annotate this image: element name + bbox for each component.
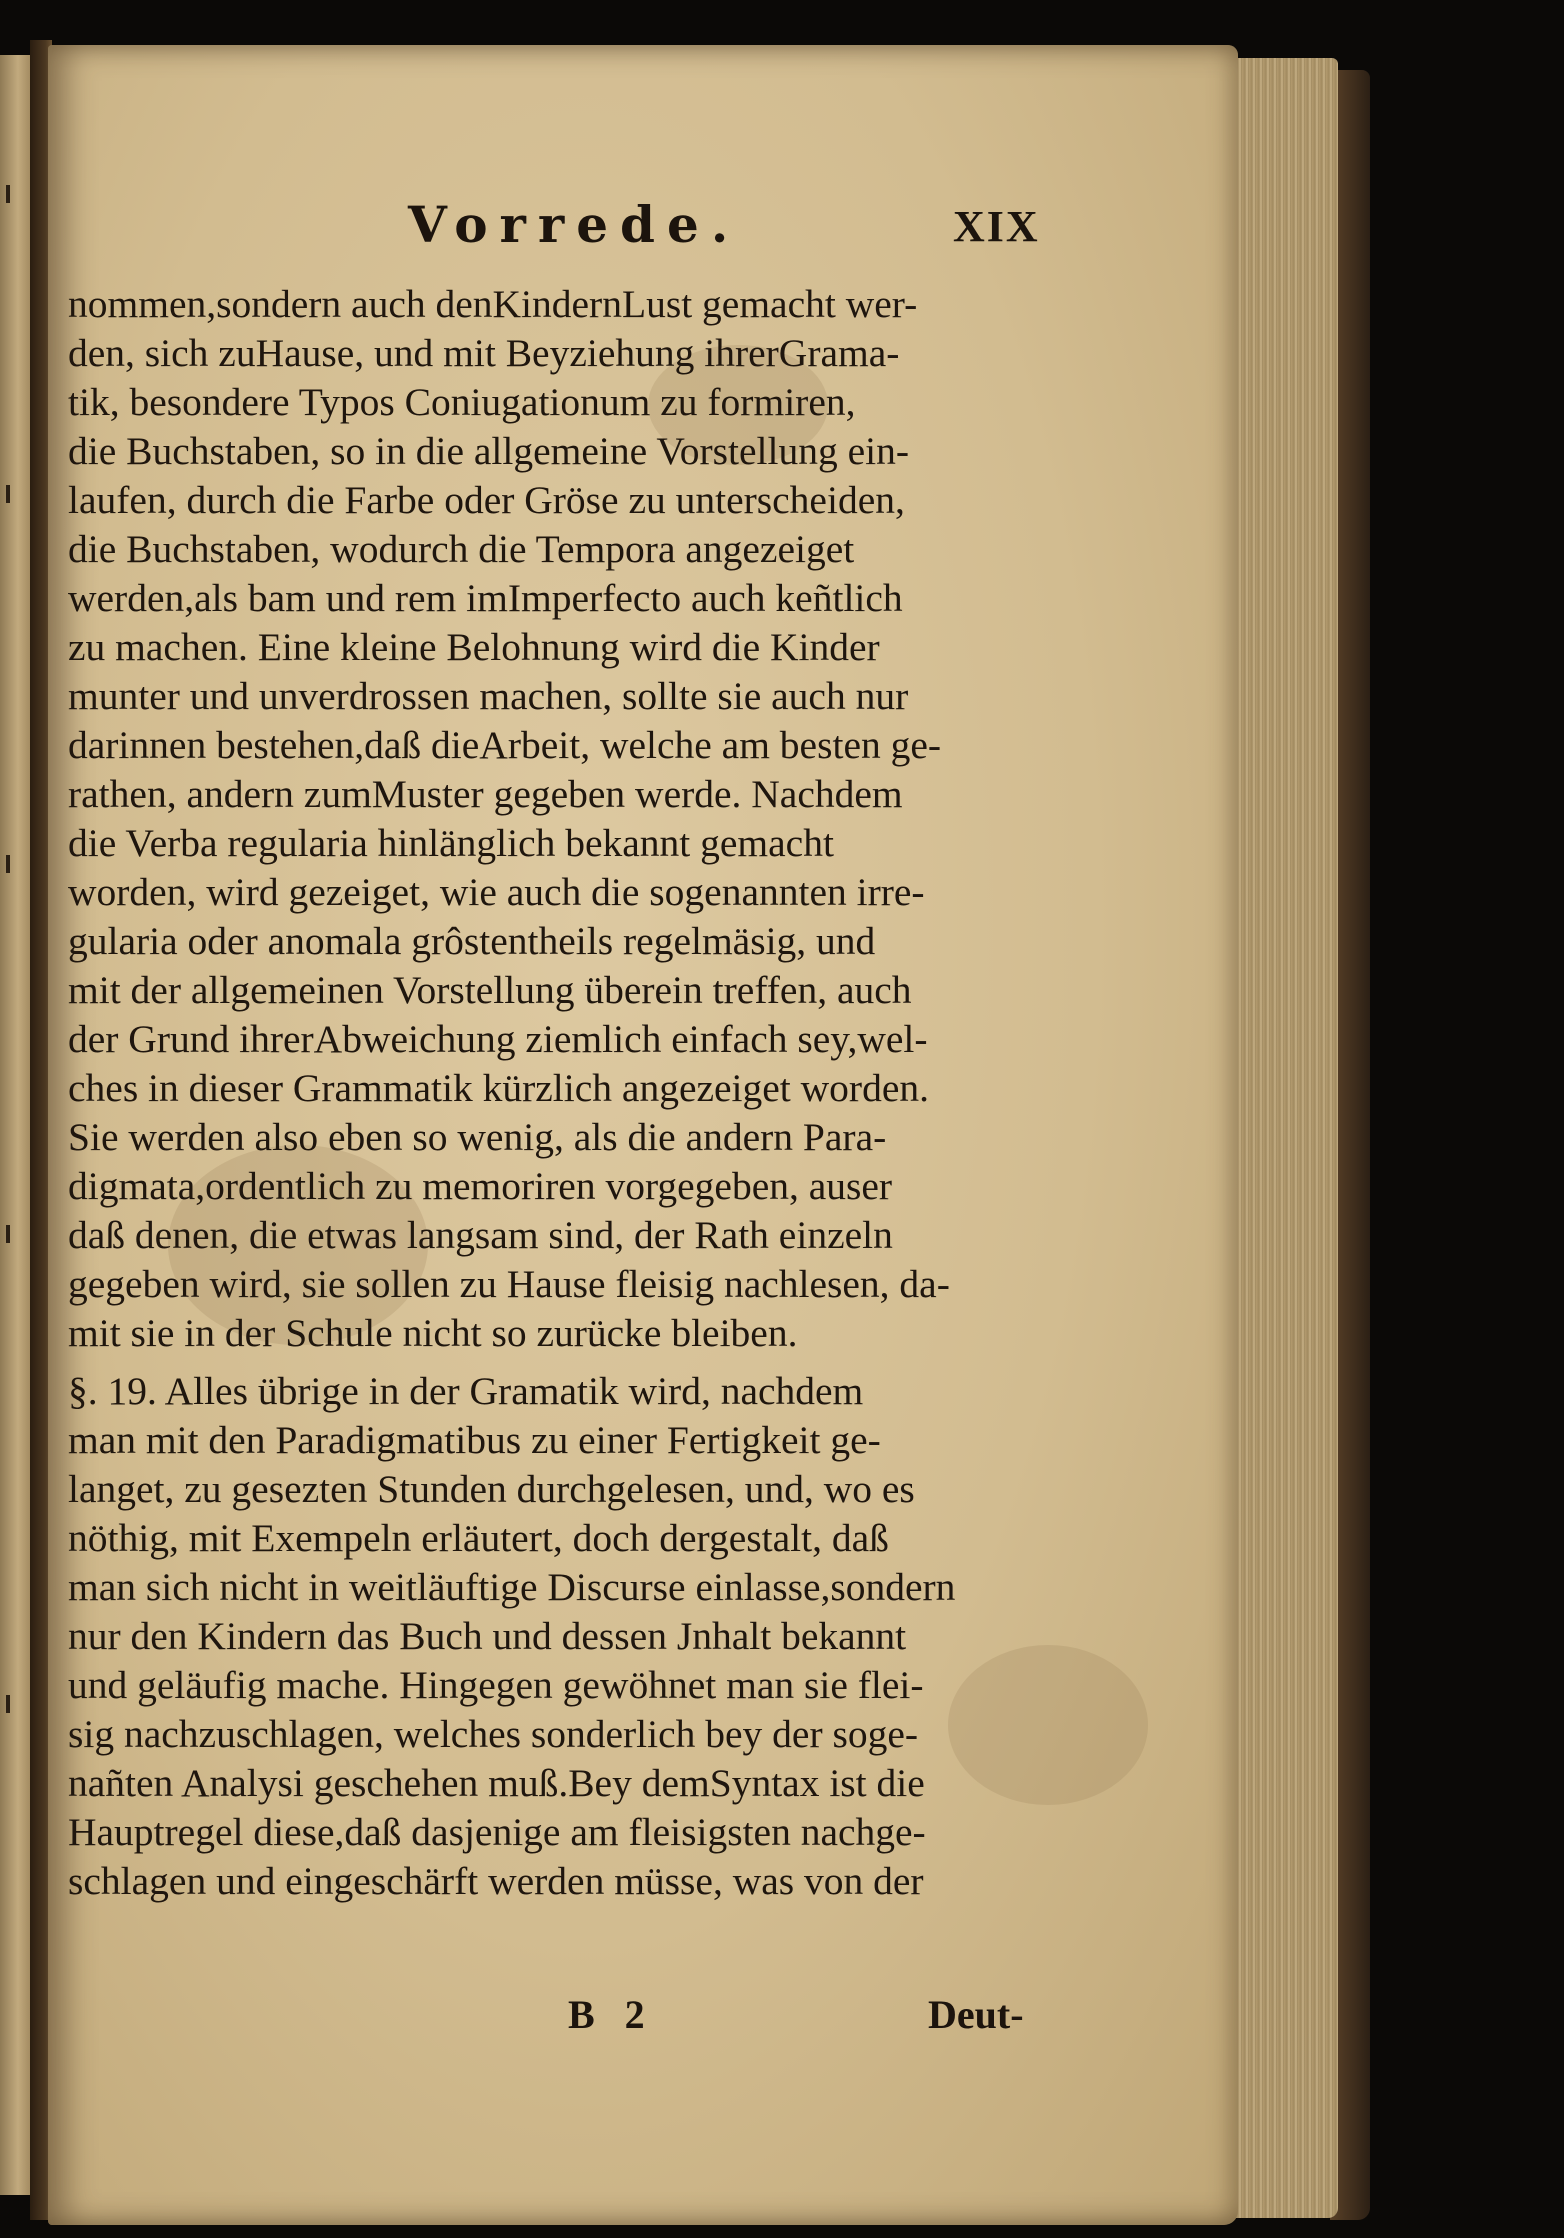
page-footer <box>48 1991 1238 2051</box>
text-line: Sie werden also eben so wenig, als die andern Para- <box>68 1115 887 1159</box>
bleed-mark <box>6 855 22 873</box>
text-line: man sich nicht in weitläuftige Discurse einlasse,sondern <box>68 1565 956 1609</box>
facing-page-edge <box>0 55 30 2195</box>
bleed-mark <box>6 1225 22 1243</box>
text-line: munter und unverdrossen machen, sollte sie auch nur <box>68 674 909 718</box>
text-line: nañten Analysi geschehen muß.Bey demSyntax ist die <box>68 1761 925 1805</box>
signature-mark: B 2 <box>568 1992 655 2037</box>
text-line: Hauptregel diese,daß dasjenige am fleisigsten nachge- <box>68 1810 926 1854</box>
text-line: die Buchstaben, so in die allgemeine Vorstellung ein- <box>68 429 910 473</box>
text-line: digmata,ordentlich zu memoriren vorgegeben, auser <box>68 1164 893 1208</box>
text-line: sig nachzuschlagen, welches sonderlich bey der soge- <box>68 1712 919 1756</box>
text-line: langet, zu gesezten Stunden durchgelesen, und, wo es <box>68 1467 915 1511</box>
text-line: ches in dieser Grammatik kürzlich angezeiget worden. <box>68 1066 929 1110</box>
text-line: mit der allgemeinen Vorstellung überein treffen, auch <box>68 968 912 1012</box>
catchword: Deut- <box>928 1992 1024 2037</box>
text-line: darinnen bestehen,daß dieArbeit, welche am besten ge- <box>68 723 942 767</box>
text-line: gegeben wird, sie sollen zu Hause fleisig nachlesen, da- <box>68 1262 950 1306</box>
text-line: man mit den Paradigmatibus zu einer Fertigkeit ge- <box>68 1418 881 1462</box>
text-line: der Grund ihrerAbweichung ziemlich einfach sey,wel- <box>68 1017 928 1061</box>
text-line: die Verba regularia hinlänglich bekannt gemacht <box>68 821 834 865</box>
paragraph-start-line: §. 19. Alles übrige in der Gramatik wird, nachdem <box>68 1369 864 1413</box>
text-line: gularia oder anomala grôstentheils regelmäsig, und <box>68 919 876 963</box>
text-line: daß denen, die etwas langsam sind, der Rath einzeln <box>68 1213 893 1257</box>
text-line: den, sich zuHause, und mit Beyziehung ihrerGrama- <box>68 331 900 375</box>
body-text <box>68 280 1068 1906</box>
text-line: tik, besondere Typos Coniugationum zu formiren, <box>68 380 856 424</box>
book-page <box>48 45 1238 2225</box>
text-line: rathen, andern zumMuster gegeben werde. Nachdem <box>68 772 903 816</box>
text-line: nommen,sondern auch denKindernLust gemacht wer- <box>68 282 918 326</box>
text-line: werden,als bam und rem imImperfecto auch keñtlich <box>68 576 903 620</box>
bleed-mark <box>6 1695 22 1713</box>
text-line: die Buchstaben, wodurch die Tempora angezeiget <box>68 527 855 571</box>
text-line: laufen, durch die Farbe oder Gröse zu unterscheiden, <box>68 478 905 522</box>
text-line: nöthig, mit Exempeln erläutert, doch dergestalt, daß <box>68 1516 889 1560</box>
page-title: Vorrede. <box>408 195 741 254</box>
text-line: zu machen. Eine kleine Belohnung wird die Kinder <box>68 625 880 669</box>
text-line: mit sie in der Schule nicht so zurücke bleiben. <box>68 1311 798 1355</box>
text-line: nur den Kindern das Buch und dessen Jnhalt bekannt <box>68 1614 907 1658</box>
text-line: und geläufig mache. Hingegen gewöhnet man sie flei- <box>68 1663 924 1707</box>
bleed-mark <box>6 185 22 203</box>
text-line: schlagen und eingeschärft werden müsse, was von der <box>68 1859 924 1903</box>
text-line: worden, wird gezeiget, wie auch die sogenannten irre- <box>68 870 925 914</box>
bleed-mark <box>6 485 22 503</box>
running-head <box>48 195 1238 265</box>
page-number: XIX <box>953 202 1040 251</box>
page-block-edges <box>1228 58 1338 2218</box>
